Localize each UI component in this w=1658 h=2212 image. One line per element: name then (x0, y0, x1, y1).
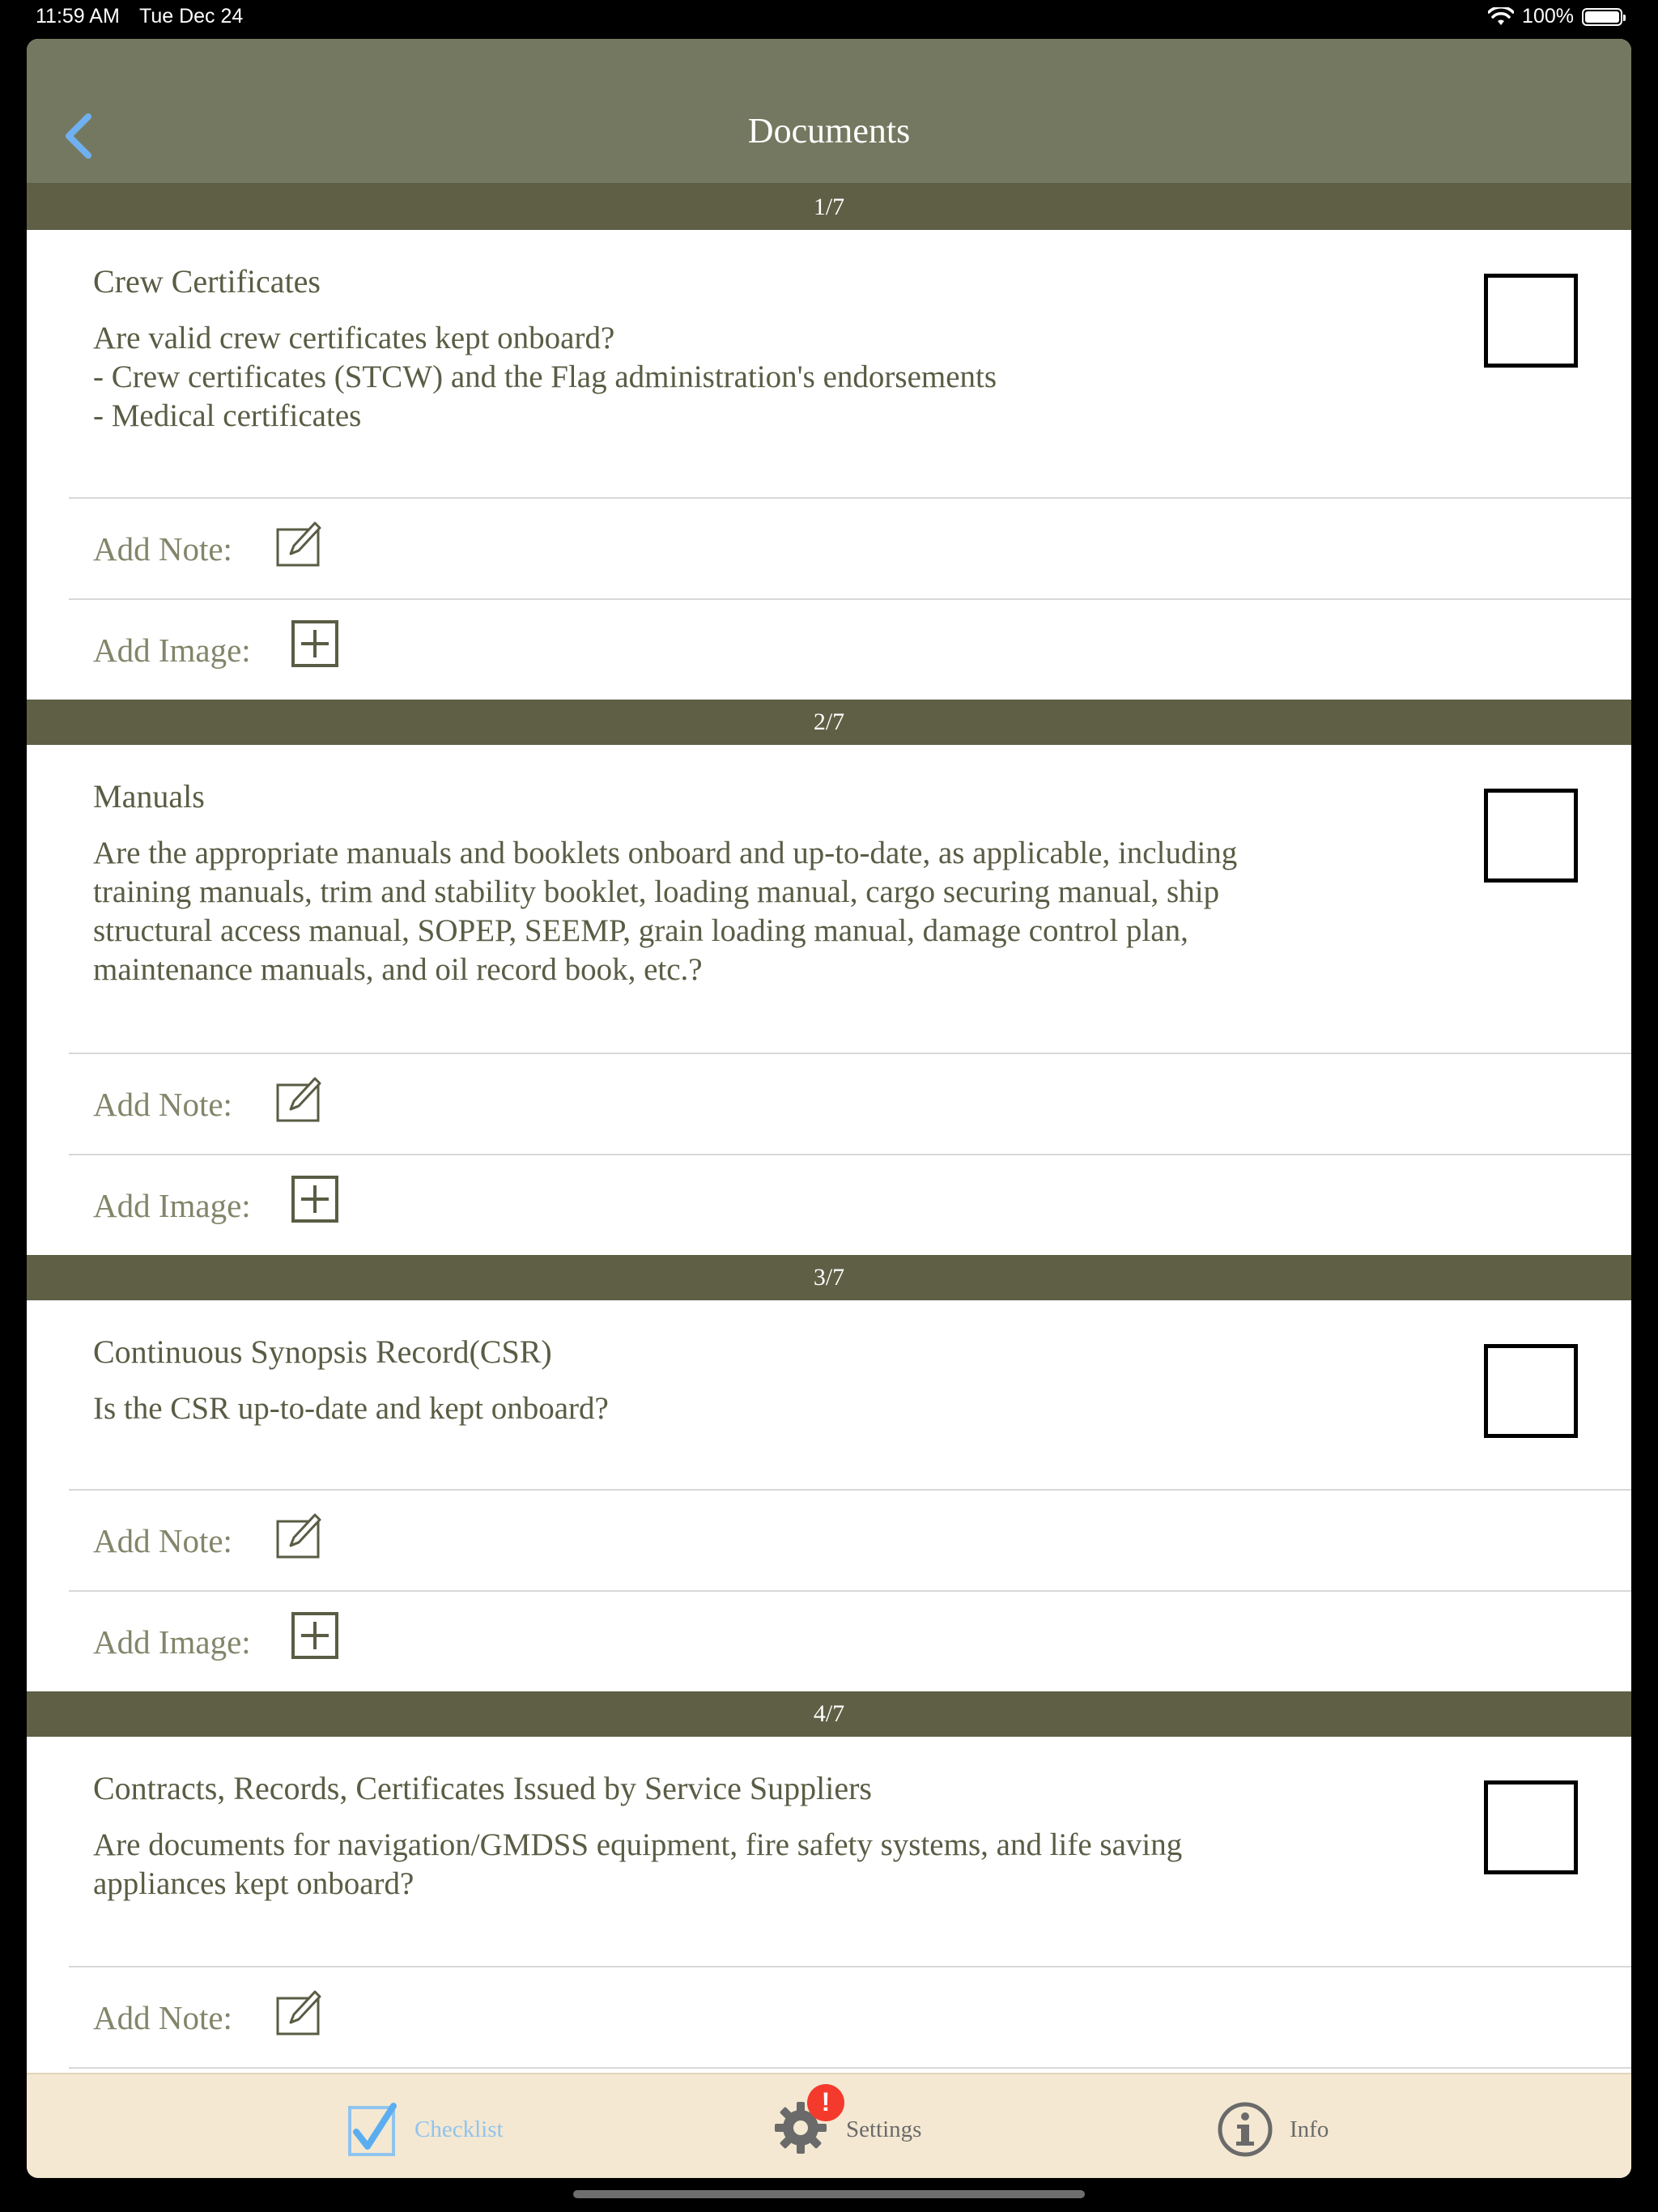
add-note-row[interactable] (27, 497, 1631, 598)
item-checkbox[interactable] (1484, 1780, 1578, 1874)
add-note-label: Add Note: (93, 1522, 232, 1559)
item-description: Are valid crew certificates kept onboard? - Crew certificates (STCW) and the Flag administration's endorsements - Medical certificates (93, 321, 997, 433)
divider (69, 1590, 1631, 1592)
add-image-label: Add Image: (93, 632, 251, 669)
nav-bar (27, 39, 1631, 185)
add-image-icon[interactable] (291, 619, 339, 668)
edit-note-icon[interactable] (273, 518, 325, 570)
tab-info[interactable] (1217, 2099, 1329, 2160)
status-time: 11:59 AM (36, 5, 120, 28)
item-checkbox[interactable] (1484, 1344, 1578, 1438)
page-title: Documents (747, 111, 911, 151)
status-right (1488, 5, 1622, 28)
status-date: Tue Dec 24 (139, 5, 244, 28)
checklist-item (27, 1300, 1631, 1489)
add-image-icon[interactable] (291, 1175, 339, 1223)
add-note-row[interactable] (27, 1966, 1631, 2067)
divider (69, 1053, 1631, 1054)
tab-settings-label: Settings (846, 2116, 922, 2142)
divider (69, 1154, 1631, 1155)
status-bar (0, 0, 1658, 36)
checklist-item (27, 1737, 1631, 1966)
item-title: Manuals (93, 778, 205, 815)
section-header: 3/7 (27, 1255, 1631, 1300)
tab-checklist-label: Checklist (414, 2116, 504, 2142)
notification-badge: ! (807, 2084, 844, 2121)
add-note-row[interactable] (27, 1489, 1631, 1590)
checkbox-checked-icon (346, 2101, 398, 2158)
item-title: Crew Certificates (93, 263, 321, 300)
section-header: 2/7 (27, 700, 1631, 745)
info-icon (1217, 2101, 1273, 2158)
item-title: Continuous Synopsis Record(CSR) (93, 1334, 552, 1370)
add-note-row[interactable] (27, 1053, 1631, 1154)
tab-bar (27, 2073, 1631, 2178)
add-image-label: Add Image: (93, 1623, 251, 1661)
battery-percent: 100% (1522, 5, 1574, 28)
tab-info-label: Info (1290, 2116, 1329, 2142)
section-header: 4/7 (27, 1691, 1631, 1737)
item-description: Are the appropriate manuals and booklets onboard and up-to-date, as applicable, including training manuals, trim and stability booklet, loading manual, cargo securing manual, ship structural access manual, SOPEP, SEEMP, grain loading manual, damage control plan, maintenance manuals, and oil record book, etc.? (93, 836, 1238, 987)
documents-sheet (27, 39, 1631, 2178)
item-title: Contracts, Records, Certificates Issued by Service Suppliers (93, 1770, 872, 1806)
battery-icon (1582, 8, 1622, 26)
item-checkbox[interactable] (1484, 789, 1578, 883)
item-checkbox[interactable] (1484, 274, 1578, 368)
add-note-label: Add Note: (93, 530, 232, 568)
settings-icon-wrap (772, 2087, 831, 2161)
checklist-content[interactable] (27, 185, 1631, 2113)
checklist-item (27, 745, 1631, 1053)
item-description: Is the CSR up-to-date and kept onboard? (93, 1391, 609, 1426)
edit-note-icon[interactable] (273, 1074, 325, 1125)
add-note-label: Add Note: (93, 1086, 232, 1123)
wifi-icon (1488, 7, 1514, 27)
checklist-item (27, 230, 1631, 497)
divider (69, 598, 1631, 600)
add-image-label: Add Image: (93, 1187, 251, 1224)
add-image-row[interactable] (27, 1154, 1631, 1255)
divider (69, 2067, 1631, 2069)
add-image-row[interactable] (27, 598, 1631, 700)
section-header: 1/7 (27, 185, 1631, 230)
home-indicator[interactable] (573, 2190, 1085, 2198)
edit-note-icon[interactable] (273, 1510, 325, 1562)
item-description: Are documents for navigation/GMDSS equipment, fire safety systems, and life saving appliances kept onboard? (93, 1827, 1183, 1901)
divider (69, 497, 1631, 499)
tab-settings[interactable] (772, 2087, 922, 2160)
add-note-label: Add Note: (93, 1999, 232, 2036)
divider (69, 1966, 1631, 1967)
add-image-row[interactable] (27, 1590, 1631, 1691)
tab-checklist[interactable] (346, 2099, 504, 2160)
add-image-icon[interactable] (291, 1611, 339, 1660)
divider (69, 1489, 1631, 1491)
edit-note-icon[interactable] (273, 1987, 325, 2039)
